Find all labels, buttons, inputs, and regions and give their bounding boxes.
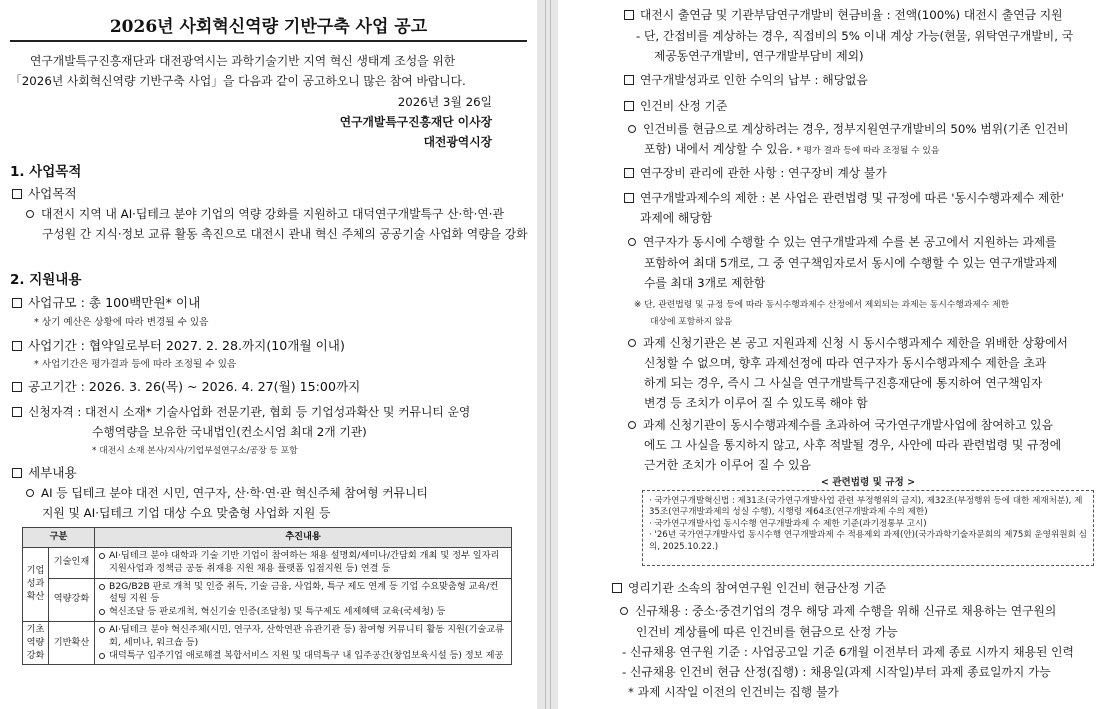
circle-bullet-icon	[26, 489, 34, 497]
limit-text-c-3: 근거한 조치가 이루어 질 수 있음	[644, 458, 811, 472]
table-row	[23, 621, 512, 664]
title-rule	[10, 40, 527, 42]
limit-text-b-3: 하게 되는 경우, 즉시 그 사실을 연구개발특구진흥재단에 통지하여 연구책임자	[644, 376, 1043, 390]
cash-ratio-sub-cont: 제공동연구개발비, 연구개발부담비 제외)	[654, 49, 864, 63]
period-note: * 사업기간은 평가결과 등에 따라 조정될 수 있음	[34, 359, 237, 370]
circle-bullet-icon	[99, 653, 105, 659]
checkbox-square-icon	[12, 468, 22, 478]
labor-cost-item: 인건비 산정 기준	[624, 101, 727, 113]
project-limit-item-cont: 과제에 해당함	[640, 211, 713, 225]
notice-date: 2026년 3월 26일	[397, 95, 492, 109]
for-profit-labor-item: 영리기관 소속의 참여연구원 인건비 현금산정 기준	[612, 583, 886, 595]
table-group-label: 기업성과확산	[23, 548, 49, 622]
table-content-cell	[95, 578, 512, 621]
circle-bullet-icon	[99, 553, 105, 559]
notice-period-item: 공고기간 : 2026. 3. 26(목) ~ 2026. 4. 27(월) 15:00까지	[12, 381, 360, 394]
table-subcategory: 기반확산	[49, 621, 95, 664]
limit-text-b-4: 변경 등 조치가 이루어 질 수 있도록 해야 함	[644, 396, 868, 410]
new-hire-text-cont: 인건비 계상률에 따른 인건비를 현금으로 산정 가능	[636, 625, 898, 639]
checkbox-square-icon	[12, 341, 22, 351]
circle-bullet-icon	[99, 584, 105, 590]
cash-ratio-item: 대전시 출연금 및 기관부담연구개발비 현금비율 : 전액(100%) 대전시 출연금 지원	[624, 10, 1063, 22]
intro-line-1: 연구개발특구진흥재단과 대전광역시는 과학기술기반 지역 혁신 생태계 조성을 위한	[30, 54, 456, 68]
qualification-item-cont: 수행역량을 보유한 국내법인(컨소시엄 최대 2개 기관)	[92, 425, 367, 439]
list-item: 혁신조달 등 판로개척, 혁신기술 인증(조달청) 및 특구제도 세제혜택 교육(국세청) 등	[99, 606, 507, 619]
list-item: · 국가연구개발혁신법 : 제31조(국가연구개발사업 관련 부정행위의 금지), 제32조(부정행위 등에 대한 제재처분), 제35조(연구개발과제의 성실 수행), 시행령 제64조(연구개발과제 수의 제한)	[649, 496, 1083, 518]
notice-title: 2026년 사회혁신역량 기반구축 사업 공고	[109, 17, 428, 37]
checkbox-square-icon	[624, 101, 634, 111]
limit-text-b: 과제 신청기관은 본 공고 지원과제 신청 시 동시수행과제수 제한을 위배한 상황에서	[628, 338, 1068, 350]
scale-item: 사업규모 : 총 100백만원* 이내	[12, 297, 200, 310]
checkbox-square-icon	[624, 75, 634, 85]
list-item: 대덕특구 입주기업 애로해결 복합서비스 지원 및 대덕특구 내 입주공간(창업보육시설 등) 정보 제공	[99, 650, 507, 663]
list-item: · 국가연구개발사업 동시수행 연구개발과제 수 제한 기준(과기정통부 고시)	[649, 518, 927, 529]
page-edge-line	[550, 0, 551, 709]
circle-bullet-icon	[99, 627, 105, 633]
checkbox-square-icon	[624, 10, 634, 20]
circle-bullet-icon	[26, 210, 34, 218]
limit-text-a-3: 수를 최대 3개로 제한함	[644, 276, 766, 290]
list-item: AI·딥테크 분야 혁신주체(시민, 연구자, 산학연관 유관기관 등) 참여형 커뮤니티 활동 지원(기술교류회, 세미나, 워크숍 등)	[99, 624, 507, 650]
table-header-row	[23, 528, 512, 548]
checkbox-square-icon	[624, 193, 634, 203]
support-content-table	[22, 527, 512, 665]
labor-cost-text: 인건비를 현금으로 계상하려는 경우, 정부지원연구개발비의 50% 범위(기존 인건비	[628, 124, 1069, 136]
detail-text: AI 등 딥테크 분야 대전 시민, 연구자, 산·학·연·관 혁신주체 참여형 커뮤니티	[26, 488, 428, 500]
purpose-text-cont: 구성원 간 지식·정보 교류 활동 촉진으로 대전시 관내 혁신 주체의 공공기술 사업화 역량을 강화	[42, 227, 528, 241]
list-item: AI·딥테크 분야 대학과 기술 기반 기업이 참여하는 채용 설명회/세미나/간담회 개최 및 정부 일자리 지원사업과 정책금 공동 취재용 지원 채용 플랫폼 입점지원 등) 연결 등	[99, 550, 507, 576]
circle-bullet-icon	[628, 421, 636, 429]
checkbox-square-icon	[612, 583, 622, 593]
limit-text-c-2: 에도 그 사실을 통지하지 않고, 사후 적발될 경우, 사안에 따라 관련법령 및 규정에	[644, 438, 1062, 452]
limit-note: ※ 단, 관련법령 및 규정 등에 따라 동시수행과제수 산정에서 제외되는 과제는 동시수행과제수 제한	[634, 300, 1010, 310]
checkbox-square-icon	[12, 382, 22, 392]
qualification-item: 신청자격 : 대전시 소재* 기술사업화 전문기관, 협회 등 기업성과확산 및 커뮤니티 운영	[12, 407, 470, 419]
list-item: · '26년 국가연구개발사업 동시수행 연구개발과제 수 적용제외 과제(안)(국가과학기술자문회의 제75회 운영위원회 심의, 2025.10.22.)	[649, 530, 1087, 552]
new-hire-criteria: - 신규채용 연구원 기준 : 사업공고일 기준 6개월 이전부터 과제 종료 시까지 채용된 인력	[622, 645, 1074, 659]
qualification-note: * 대전시 소재 본사/지사/기업부설연구소/공장 등 포함	[92, 446, 298, 456]
period-item: 사업기간 : 협약일로부터 2027. 2. 28.까지(10개월 이내)	[12, 340, 345, 353]
checkbox-square-icon	[624, 168, 634, 178]
detail-text-cont: 지원 및 AI·딥테크 기업 대상 수요 맞춤형 사업화 지원 등	[42, 506, 331, 520]
purpose-item: 사업목적	[12, 188, 77, 201]
law-box-title: < 관련법령 및 규정 >	[820, 477, 916, 488]
checkbox-square-icon	[12, 407, 22, 417]
equipment-item: 연구장비 관리에 관한 사항 : 연구장비 계상 불가	[624, 168, 887, 180]
limit-text-b-2: 신청할 수 없으며, 향후 과제선정에 따라 연구자가 동시수행과제수 제한을 초과	[644, 356, 1047, 370]
new-hire-cost: - 신규채용 인건비 현금 산정(집행) : 채용일(과제 시작일)부터 과제 종료일까지 가능	[622, 665, 1051, 679]
detail-item: 세부내용	[12, 467, 77, 480]
table-row	[23, 548, 512, 579]
intro-line-2: 「2026년 사회혁신역량 기반구축 사업」을 다음과 같이 공고하오니 많은 참여 바랍니다.	[10, 74, 466, 88]
list-item: B2G/B2B 판로 개척 및 인증 취득, 기술 금융, 사업화, 특구 제도 연계 등 기업 수요맞춤형 교육/컨설팅 지원 등	[99, 581, 507, 607]
labor-cost-note: * 평가 결과 등에 따라 조정될 수 있음	[796, 146, 940, 156]
revenue-item: 연구개발성과로 인한 수익의 납부 : 해당없음	[624, 75, 868, 87]
signer-foundation: 연구개발특구진흥재단 이사장	[339, 115, 492, 129]
table-header-category: 구분	[23, 528, 95, 548]
scale-note: * 상기 예산은 상황에 따라 변경될 수 있음	[34, 317, 209, 328]
labor-cost-text-cont: 포함) 내에서 계상할 수 있음. * 평가 결과 등에 따라 조정될 수 있음	[644, 142, 940, 156]
limit-note-cont: 대상에 포함하지 않음	[650, 317, 733, 327]
table-content-cell	[95, 548, 512, 579]
limit-text-a: 연구자가 동시에 수행할 수 있는 연구개발과제 수를 본 공고에서 지원하는 과제를	[628, 237, 1057, 249]
page-edge-line	[545, 0, 546, 709]
circle-bullet-icon	[628, 238, 636, 246]
new-hire-note: * 과제 시작일 이전의 인건비는 집행 불가	[628, 685, 839, 699]
cash-ratio-sub: - 단, 간접비를 계상하는 경우, 직접비의 5% 이내 계상 가능(현물, 위탁연구개발비, 국	[636, 29, 1074, 43]
limit-text-c: 과제 신청기관이 동시수행과제수를 초과하여 국가연구개발사업에 참여하고 있음	[628, 420, 1053, 432]
project-limit-item: 연구개발과제수의 제한 : 본 사업은 관련법령 및 규정에 따른 '동시수행과제수 제한'	[624, 193, 1064, 205]
circle-bullet-icon	[628, 339, 636, 347]
document-page-left	[0, 0, 537, 709]
section-2-heading: 2. 지원내용	[10, 272, 82, 288]
checkbox-square-icon	[12, 298, 22, 308]
table-subcategory: 역량강화	[49, 578, 95, 621]
new-hire-text: 신규채용 : 중소·중견기업의 경우 해당 과제 수행을 위해 신규로 채용하는 연구원의	[620, 606, 1056, 618]
table-header-content: 추진내용	[95, 528, 512, 548]
purpose-text: 대전시 지역 내 AI·딥테크 분야 기업의 역량 강화를 지원하고 대덕연구개발특구 산·학·연·관	[26, 209, 504, 221]
circle-bullet-icon	[99, 609, 105, 615]
circle-bullet-icon	[628, 125, 636, 133]
page-gutter	[537, 0, 558, 709]
table-row	[23, 578, 512, 621]
table-content-cell	[95, 621, 512, 664]
checkbox-square-icon	[12, 189, 22, 199]
table-group-label: 기초역량강화	[23, 621, 49, 664]
law-reference-box	[642, 490, 1094, 566]
circle-bullet-icon	[620, 607, 628, 615]
table-subcategory: 기술인재	[49, 548, 95, 579]
signer-city: 대전광역시장	[423, 135, 492, 149]
section-1-heading: 1. 사업목적	[10, 164, 82, 180]
limit-text-a-2: 포함하여 최대 5개로, 그 중 연구책임자로서 동시에 수행할 수 있는 연구개발과제	[644, 256, 1058, 270]
